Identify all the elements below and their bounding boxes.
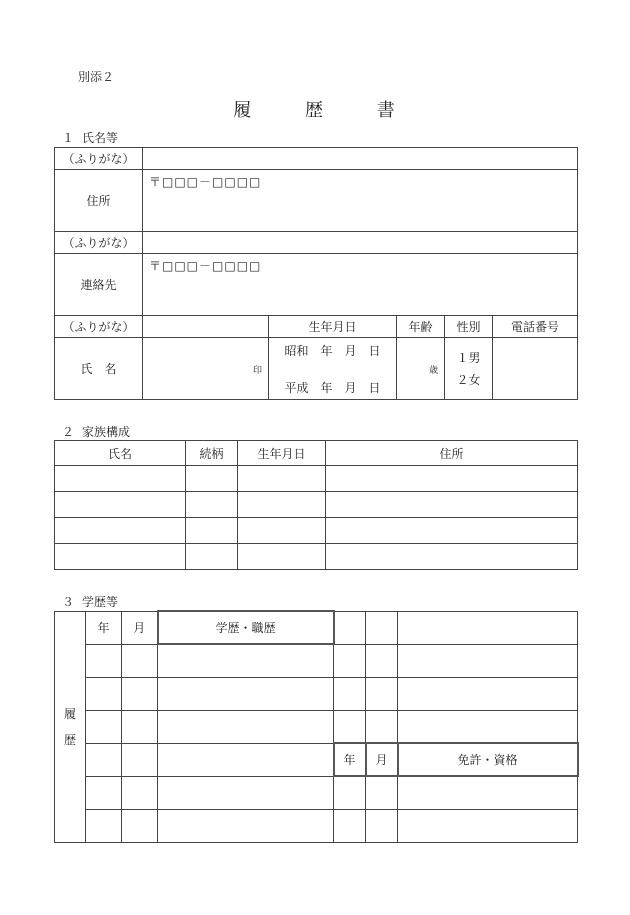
history-cell[interactable]	[334, 644, 366, 677]
history-cell[interactable]	[158, 710, 334, 743]
title-char-2: 歴	[305, 100, 325, 121]
history-row	[55, 644, 578, 677]
history-row	[55, 809, 578, 842]
family-cell[interactable]	[326, 518, 578, 544]
history-cell[interactable]	[366, 710, 398, 743]
license-header: 免許・資格	[398, 743, 578, 776]
family-row	[55, 544, 578, 570]
family-row	[55, 466, 578, 492]
birthdate-field[interactable]	[269, 338, 397, 400]
history-row	[55, 710, 578, 743]
family-cell[interactable]	[326, 466, 578, 492]
family-cell[interactable]	[55, 466, 186, 492]
family-cell[interactable]	[186, 518, 238, 544]
furigana-label-contact: （ふりがな）	[55, 232, 143, 254]
history-cell[interactable]	[334, 710, 366, 743]
age-header: 年齢	[397, 316, 445, 338]
family-cell[interactable]	[55, 518, 186, 544]
family-cell[interactable]	[238, 492, 326, 518]
history-cell[interactable]	[122, 743, 158, 776]
phone-header: 電話番号	[493, 316, 578, 338]
history-table	[54, 610, 579, 843]
name-label: 氏 名	[55, 338, 143, 400]
history-cell[interactable]	[86, 776, 122, 809]
history-cell[interactable]	[158, 809, 334, 842]
history-cell[interactable]	[398, 809, 578, 842]
edu-month-header: 月	[122, 611, 158, 644]
education-header: 学歴・職歴	[158, 611, 334, 644]
history-cell[interactable]	[158, 776, 334, 809]
section1-label: 氏名等	[82, 131, 119, 145]
history-row	[55, 776, 578, 809]
sex-header: 性別	[445, 316, 493, 338]
history-cell[interactable]	[334, 776, 366, 809]
furigana-label-address: （ふりがな）	[55, 148, 143, 170]
history-cell[interactable]	[334, 809, 366, 842]
personal-info-table	[54, 147, 578, 400]
title-char-1: 履	[233, 100, 254, 121]
family-cell[interactable]	[186, 544, 238, 570]
history-cell[interactable]	[86, 677, 122, 710]
history-row	[55, 743, 578, 776]
section3-label: 学歴等	[82, 595, 119, 609]
furigana-contact-field[interactable]	[143, 232, 578, 254]
page-title	[0, 96, 630, 122]
family-cell[interactable]	[238, 544, 326, 570]
sex-male: １男	[456, 350, 481, 365]
history-cell[interactable]	[86, 710, 122, 743]
family-row	[55, 518, 578, 544]
sex-field[interactable]	[445, 338, 493, 400]
family-cell[interactable]	[238, 466, 326, 492]
name-field[interactable]	[143, 338, 269, 400]
section1-heading	[62, 129, 118, 146]
history-cell[interactable]	[122, 677, 158, 710]
history-cell[interactable]	[158, 677, 334, 710]
family-header-name: 氏名	[55, 441, 186, 466]
birth-showa: 昭和 年 月 日	[284, 343, 381, 358]
history-cell[interactable]	[122, 809, 158, 842]
history-cell[interactable]	[334, 611, 366, 644]
side-label-char-1: 履	[63, 706, 76, 721]
family-table	[54, 440, 578, 570]
history-cell[interactable]	[158, 644, 334, 677]
section2-heading	[62, 423, 130, 440]
annex-label: 別添２	[78, 70, 115, 84]
birthdate-header: 生年月日	[269, 316, 397, 338]
family-cell[interactable]	[55, 544, 186, 570]
history-cell[interactable]	[398, 677, 578, 710]
history-cell[interactable]	[398, 611, 578, 644]
history-row	[55, 677, 578, 710]
history-cell[interactable]	[366, 644, 398, 677]
age-unit: 歳	[428, 365, 438, 376]
furigana-address-field[interactable]	[143, 148, 578, 170]
family-header-relation: 続柄	[186, 441, 238, 466]
sex-female: ２女	[456, 372, 481, 387]
family-header-address: 住所	[326, 441, 578, 466]
history-cell[interactable]	[366, 776, 398, 809]
history-cell[interactable]	[398, 776, 578, 809]
contact-field[interactable]	[143, 254, 578, 316]
history-cell[interactable]	[86, 743, 122, 776]
section2-label: 家族構成	[82, 425, 131, 439]
section3-number: ３	[62, 595, 75, 609]
age-field[interactable]	[397, 338, 445, 400]
contact-postal: 〒□□□－□□□□	[149, 259, 262, 273]
address-label: 住所	[55, 170, 143, 232]
title-char-3: 書	[376, 100, 397, 121]
contact-label: 連絡先	[55, 254, 143, 316]
family-cell[interactable]	[186, 492, 238, 518]
section3-heading	[62, 593, 118, 610]
family-header-birthdate: 生年月日	[238, 441, 326, 466]
family-cell[interactable]	[326, 492, 578, 518]
address-field[interactable]	[143, 170, 578, 232]
history-cell[interactable]	[366, 809, 398, 842]
phone-field[interactable]	[493, 338, 578, 400]
seal-mark: 印	[252, 365, 262, 376]
history-cell[interactable]	[366, 677, 398, 710]
section2-number: ２	[62, 425, 75, 439]
side-label-char-2: 歴	[63, 732, 76, 747]
history-cell[interactable]	[398, 710, 578, 743]
history-cell[interactable]	[122, 710, 158, 743]
lic-year-header: 年	[334, 743, 366, 776]
edu-year-header: 年	[86, 611, 122, 644]
furigana-name-field[interactable]	[143, 316, 269, 338]
history-cell[interactable]	[86, 809, 122, 842]
history-side-label	[55, 611, 86, 842]
birth-heisei: 平成 年 月 日	[284, 380, 381, 395]
family-cell[interactable]	[55, 492, 186, 518]
history-cell[interactable]	[158, 743, 334, 776]
history-cell[interactable]	[366, 611, 398, 644]
family-cell[interactable]	[326, 544, 578, 570]
history-cell[interactable]	[122, 644, 158, 677]
section1-number: １	[62, 131, 75, 145]
family-cell[interactable]	[238, 518, 326, 544]
history-cell[interactable]	[122, 776, 158, 809]
family-row	[55, 492, 578, 518]
address-postal: 〒□□□－□□□□	[149, 175, 262, 189]
family-cell[interactable]	[186, 466, 238, 492]
lic-month-header: 月	[366, 743, 398, 776]
history-cell[interactable]	[398, 644, 578, 677]
furigana-label-name: （ふりがな）	[55, 316, 143, 338]
history-cell[interactable]	[334, 677, 366, 710]
history-cell[interactable]	[86, 644, 122, 677]
